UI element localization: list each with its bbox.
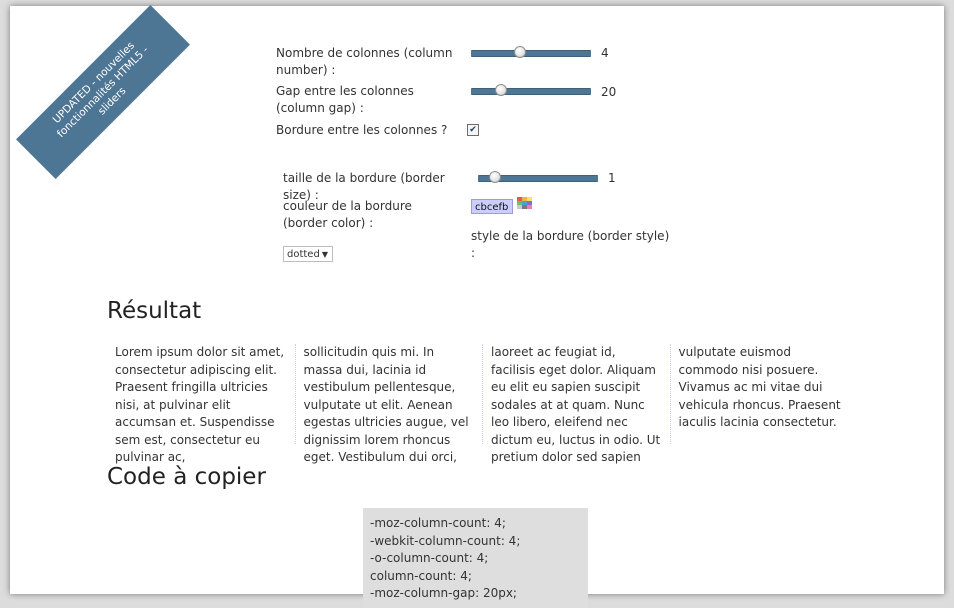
border-color-label: couleur de la bordure (border color) : — [283, 199, 412, 230]
border-size-value: 1 — [608, 171, 616, 185]
column-count-slider[interactable] — [471, 50, 591, 57]
code-line: -o-column-count: 4; — [370, 551, 489, 565]
code-line: column-count: 4; — [370, 568, 472, 583]
border-size-slider[interactable] — [478, 175, 598, 182]
border-color-input[interactable]: cbcefb — [471, 199, 513, 214]
dropdown-arrow-icon: ▼ — [321, 250, 328, 259]
column-gap-slider[interactable] — [471, 88, 591, 95]
column-gap-value: 20 — [601, 85, 617, 99]
code-line: -moz-column-gap: 20px; — [370, 586, 517, 600]
border-size-label: taille de la bordure (border size) : — [283, 171, 445, 202]
page — [10, 6, 944, 600]
result-column: vulputate euismod commodo nisi posuere. Vivamus ac mi vitae dui vehicula rhoncus. Praesent iaculis lacinia consectetur. — [670, 344, 858, 444]
code-line: -moz-column-count: 4; — [370, 516, 506, 530]
column-count-value: 4 — [601, 46, 609, 60]
updated-ribbon[interactable] — [16, 5, 190, 179]
code-heading: Code à copier — [107, 464, 266, 490]
checkmark-icon: ✔ — [469, 125, 477, 135]
result-column: laoreet ac feugiat id, facilisis eget dolor. Aliquam eu elit eu sapien suscipit sodales at at quam. Nunc leo libero, eleifend nec dictum eu, luctus in odio. Ut pretium dolor sed sapien — [482, 344, 670, 444]
border-style-label: style de la bordure (border style) : — [471, 229, 670, 260]
column-count-slider-thumb[interactable] — [514, 46, 526, 58]
column-count-label: Nombre de colonnes (column number) : — [276, 46, 453, 77]
result-column: sollicitudin quis mi. In massa dui, lacinia id vestibulum pellentesque, vulputate ut elit. Aenean egestas ultricies augue, vel dignissim lorem rhoncus eget. Vestibulum dui orci, — [295, 344, 483, 444]
color-palette-icon[interactable] — [517, 197, 533, 211]
border-style-select[interactable] — [283, 246, 333, 262]
code-block[interactable] — [363, 508, 588, 608]
column-rule-label: Bordure entre les colonnes ? — [276, 123, 448, 137]
ribbon-text: UPDATED - nouvelles fonctionnalités HTML5 - sliders — [50, 39, 151, 140]
code-line: -webkit-column-count: 4; — [370, 533, 521, 548]
border-style-selected: dotted — [287, 249, 320, 260]
border-size-slider-thumb[interactable] — [489, 171, 501, 183]
result-column: Lorem ipsum dolor sit amet, consectetur adipiscing elit. Praesent fringilla ultricies nisi, at pulvinar elit accumsan et. Suspendisse sem est, consectetur eu pulvinar ac, — [115, 345, 285, 464]
column-gap-slider-thumb[interactable] — [495, 84, 507, 96]
column-rule-checkbox[interactable] — [467, 124, 479, 136]
column-gap-label: Gap entre les colonnes (column gap) : — [276, 84, 414, 115]
result-heading: Résultat — [107, 298, 202, 324]
result-columns — [107, 344, 857, 464]
